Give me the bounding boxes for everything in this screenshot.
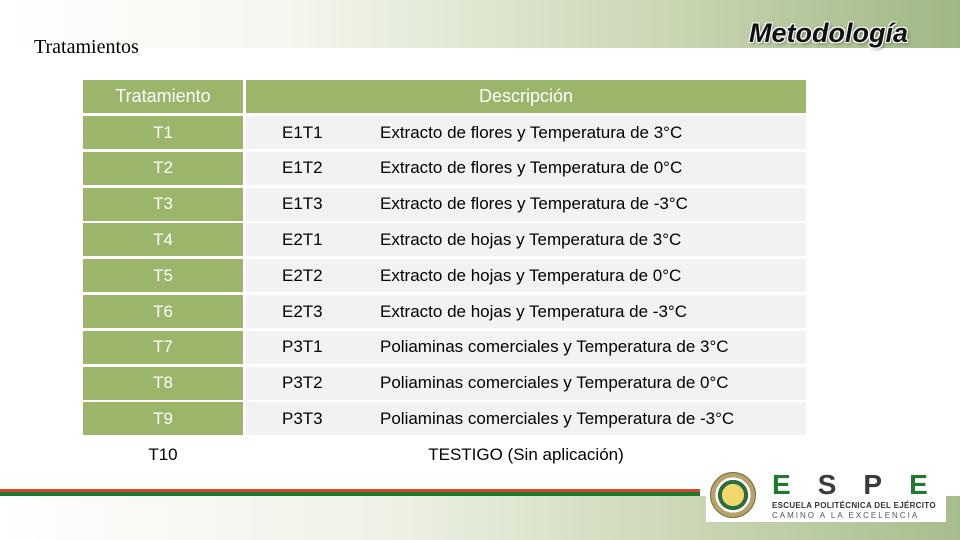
treatment-cell: T5 <box>83 259 243 292</box>
treatment-cell: T4 <box>83 223 243 256</box>
table-row-control <box>83 438 806 471</box>
treatment-cell: T2 <box>83 152 243 185</box>
table-row <box>83 367 806 400</box>
description-cell <box>246 188 806 221</box>
description-cell <box>246 438 806 471</box>
table-row <box>83 152 806 185</box>
treatment-description: Extracto de flores y Temperatura de 3°C <box>380 122 683 142</box>
espe-logo <box>706 468 955 522</box>
description-cell <box>246 259 806 292</box>
column-header-description: Descripción <box>246 80 806 113</box>
footer-rule-green <box>0 492 700 496</box>
treatment-cell: T1 <box>83 116 243 149</box>
treatment-code: P3T3 <box>282 408 323 428</box>
column-header-treatment: Tratamiento <box>83 80 243 113</box>
treatment-description: TESTIGO (Sin aplicación) <box>428 444 624 464</box>
treatment-description: Poliaminas comerciales y Temperatura de -3°C <box>380 408 735 428</box>
table-row <box>83 116 806 149</box>
treatment-description: Poliaminas comerciales y Temperatura de 0°C <box>380 373 729 393</box>
treatment-description: Extracto de flores y Temperatura de 0°C <box>380 158 683 178</box>
treatment-description: Extracto de hojas y Temperatura de -3°C <box>380 301 687 321</box>
description-cell <box>246 402 806 435</box>
table-row <box>83 402 806 435</box>
table-row <box>83 295 806 328</box>
treatment-code: E1T2 <box>282 158 323 178</box>
treatment-cell: T8 <box>83 367 243 400</box>
table-row <box>83 331 806 364</box>
treatment-code: E2T1 <box>282 229 323 249</box>
logo-wordmark: ESPE <box>772 469 955 500</box>
treatment-description: Extracto de hojas y Temperatura de 3°C <box>380 229 682 249</box>
treatment-code: E2T3 <box>282 301 323 321</box>
treatment-cell: T3 <box>83 188 243 221</box>
table-row <box>83 223 806 256</box>
treatment-cell: T7 <box>83 331 243 364</box>
treatment-description: Extracto de flores y Temperatura de -3°C <box>380 194 688 214</box>
treatment-cell: T9 <box>83 402 243 435</box>
treatment-code: E1T1 <box>282 122 323 142</box>
treatment-code: E2T2 <box>282 265 323 285</box>
logo-subtitle: ESCUELA POLITÉCNICA DEL EJÉRCITO <box>772 501 936 510</box>
treatment-cell: T6 <box>83 295 243 328</box>
description-cell <box>246 367 806 400</box>
institution-seal-icon <box>710 472 756 518</box>
treatment-cell: T10 <box>83 438 243 471</box>
treatment-description: Poliaminas comerciales y Temperatura de 3°C <box>380 337 729 357</box>
table-row <box>83 188 806 221</box>
treatment-code: P3T1 <box>282 337 323 357</box>
treatment-code: E1T3 <box>282 194 323 214</box>
description-cell <box>246 152 806 185</box>
section-title: Tratamientos <box>34 36 139 58</box>
description-cell <box>246 116 806 149</box>
description-cell <box>246 331 806 364</box>
page-title: Metodología <box>749 18 908 48</box>
table-row <box>83 259 806 292</box>
treatment-description: Extracto de hojas y Temperatura de 0°C <box>380 265 682 285</box>
logo-motto: CAMINO A LA EXCELENCIA <box>772 511 920 520</box>
description-cell <box>246 295 806 328</box>
description-cell <box>246 223 806 256</box>
treatment-code: P3T2 <box>282 373 323 393</box>
